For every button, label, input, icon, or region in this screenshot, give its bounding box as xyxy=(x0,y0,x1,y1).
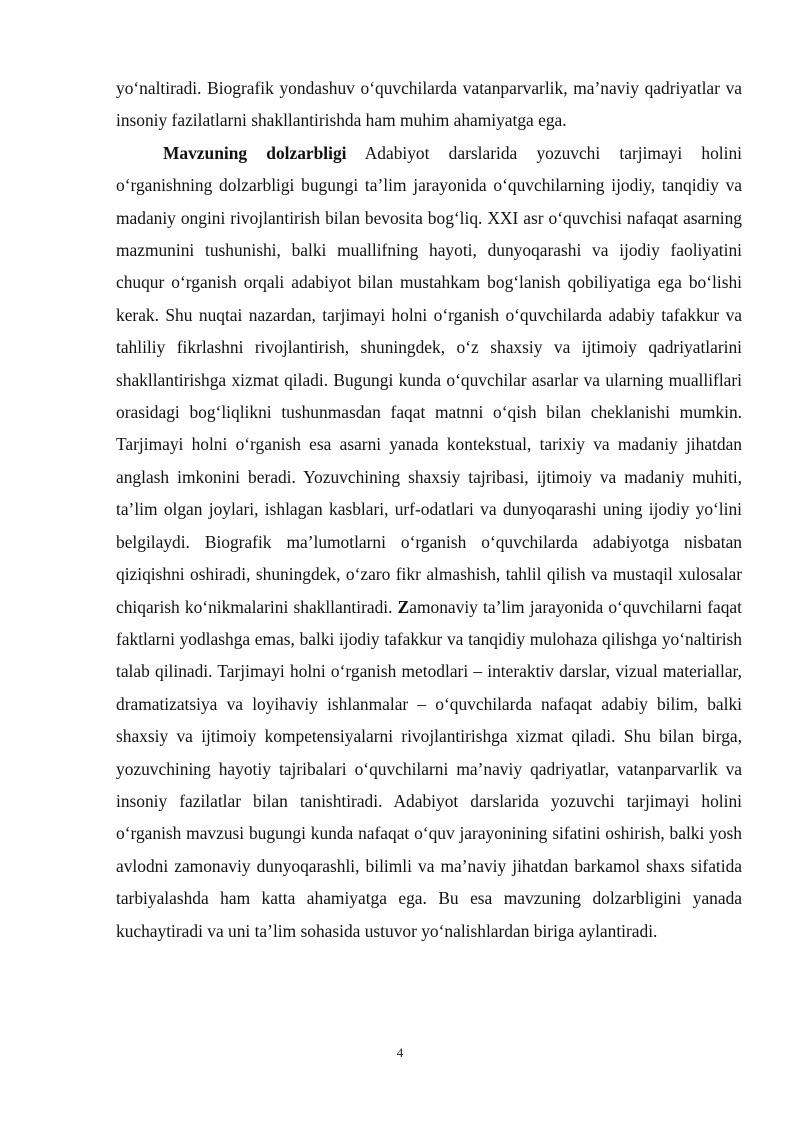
paragraph-text-part-2: amonaviy ta’lim jarayonida o‘quvchilarni faqat faktlarni yodlashga emas, balki ijodiy tafakkur va tanqidiy mulohaza qilishga yo‘naltirish talab qilinadi. Tarjimayi holni o‘rganish metodlari – interaktiv darslar, vizual materiallar, dramatizatsiya va loyihaviy ishlanmalar – o‘quvchilarda nafaqat adabiy bilim, balki shaxsiy va ijtimoiy kompetensiyalarni rivojlantirishga xizmat qiladi. Shu bilan birga, yozuvchining hayotiy tajribalari o‘quvchilarni ma’naviy qadriyatlar, vatanparvarlik va insoniy fazilatlar bilan tanishtiradi. Adabiyot darslarida yozuvchi tarjimayi holini o‘rganish mavzusi bugungi kunda nafaqat o‘quv jarayonining sifatini oshirish, balki yosh avlodni zamonaviy dunyoqarashli, bilimli va ma’naviy jihatdan barkamol shaxs sifatida tarbiyalashda ham katta ahamiyatga ega. Bu esa mavzuning dolzarbligini yanada kuchaytiradi va uni ta’lim sohasida ustuvor yo‘nalishlardan biriga aylantiradi. xyxy=(116,596,742,941)
paragraph-text-part-1: Adabiyot darslarida yozuvchi tarjimayi holini o‘rganishning dolzarbligi bugungi ta’lim jarayonida o‘quvchilarning ijodiy, tanqidiy va madaniy ongini rivojlantirish bilan bevosita bog‘liq. XXI asr o‘quvchisi nafaqat asarning mazmunini tushunishi, balki muallifning hayoti, dunyoqarashi va ijodiy faoliyatini chuqur o‘rganish orqali adabiyot bilan mustahkam bog‘lanish qobiliyatiga ega bo‘lishi kerak. Shu nuqtai nazardan, tarjimayi holni o‘rganish o‘quvchilarda adabiy tafakkur va tahliliy fikrlashni rivojlantirish, shuningdek, o‘z shaxsiy va ijtimoiy qadriyatlarini shakllantirishga xizmat qiladi. Bugungi kunda o‘quvchilar asarlar va ularning mualliflari orasidagi bog‘liqlikni tushunmasdan faqat matnni o‘qish bilan cheklanishi mumkin. Tarjimayi holni o‘rganish esa asarni yanada kontekstual, tarixiy va madaniy jihatdan anglash imkonini beradi. Yozuvchining shaxsiy tajribasi, ijtimoiy va madaniy muhiti, ta’lim olgan joylari, ishlagan kasblari, urf-odatlari va dunyoqarashi uning ijodiy yo‘lini belgilaydi. Biografik ma’lumotlarni o‘rganish o‘quvchilarda adabiyotga nisbatan qiziqishni oshiradi, shuningdek, o‘zaro fikr almashish, tahlil qilish va mustaqil xulosalar chiqarish ko‘nikmalarini shakllantiradi. xyxy=(116,142,742,617)
section-heading: Mavzuning dolzarbligi xyxy=(163,142,347,163)
body-text xyxy=(116,72,742,947)
paragraph-relevance xyxy=(116,137,742,947)
page-number: 4 xyxy=(396,1045,404,1060)
paragraph-continued: yo‘naltiradi. Biografik yondashuv o‘quvchilarda vatanparvarlik, ma’naviy qadriyatlar va insoniy fazilatlarni shakllantirishda ham muhim ahamiyatga ega. xyxy=(116,78,742,131)
bold-initial-letter: Z xyxy=(397,596,410,617)
